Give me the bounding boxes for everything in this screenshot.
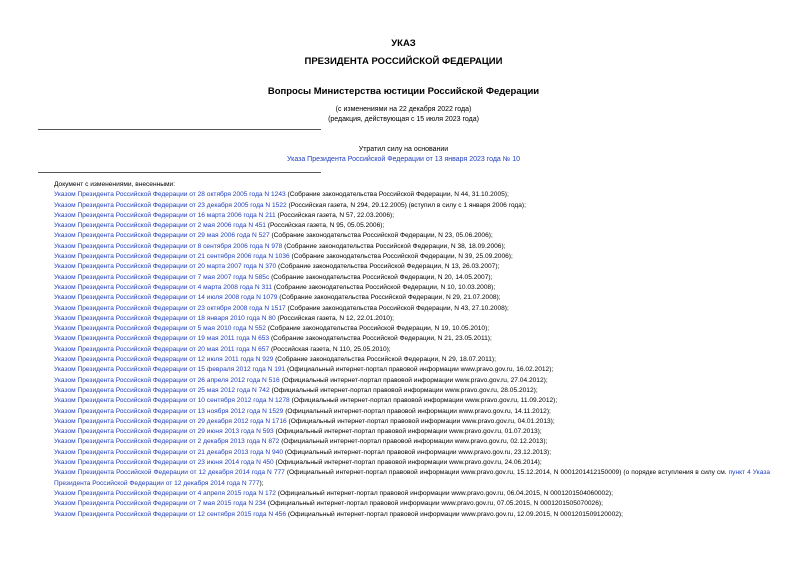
divider-top [38,129,321,130]
list-item [38,211,770,221]
list-item [38,273,770,283]
amendment-source: (Собрание законодательства Российской Федерации, N 21, 23.05.2011); [269,335,492,343]
amendment-source: (Официальный интернет-портал правовой информации www.pravo.gov.ru, 28.05.2012); [269,386,538,394]
list-item [38,314,770,324]
amendment-source: (Собрание законодательства Российской Федерации, N 44, 31.10.2005); [285,191,509,199]
amendment-link[interactable]: Указом Президента Российской Федерации от 12 июля 2011 года N 929 [54,356,274,364]
amendment-link[interactable]: Указом Президента Российской Федерации от 21 сентября 2006 года N 1036 [54,253,290,261]
list-item [38,510,770,520]
list-item [38,262,770,272]
doc-type-heading: УКАЗ [391,38,416,49]
amendment-source: (Собрание законодательства Российской Федерации, N 29, 21.07.2008); [277,294,501,302]
list-item [38,489,770,499]
list-item [38,334,770,344]
amendment-source: (Официальный интернет-портал правовой информации www.pravo.gov.ru, 23.12.2013); [283,448,552,456]
amendment-link[interactable]: Указом Президента Российской Федерации от 10 сентября 2012 года N 1278 [54,397,290,405]
document-title: Вопросы Министерства юстиции Российской Федерации [267,86,540,97]
amendment-source: (Официальный интернет-портал правовой информации www.pravo.gov.ru, 01.07.2013); [273,428,542,436]
edition-note-1: (с изменениями на 22 декабря 2022 года) [335,106,472,113]
amendment-source: (Официальный интернет-портал правовой информации www.pravo.gov.ru, 15.12.2014, N 0001201412150009) (о порядке вступления в силу см. [284,469,729,477]
list-item [38,365,770,375]
amendment-link[interactable]: Указом Президента Российской Федерации от 8 сентября 2006 года N 978 [54,242,283,250]
amendment-link[interactable]: Указом Президента Российской Федерации от 23 октября 2008 года N 1517 [54,304,286,312]
amendment-source: (Собрание законодательства Российской Федерации, N 39, 25.09.2006); [289,253,513,261]
amendment-link[interactable]: Указом Президента Российской Федерации от 13 ноября 2012 года N 1529 [54,407,284,415]
amendments-list [38,180,770,520]
list-item [38,437,770,447]
amendment-link[interactable]: Указом Президента Российской Федерации от 16 марта 2006 года N 211 [54,211,276,219]
amendment-source: (Российская газета, N 110, 25.05.2010); [269,345,391,353]
amendment-source: (Собрание законодательства Российской Федерации, N 13, 26.03.2007); [276,263,500,271]
amendment-source: (Российская газета, N 95, 05.05.2006); [265,222,385,230]
amendment-link[interactable]: Указом Президента Российской Федерации от 23 декабря 2005 года N 1522 [54,201,287,209]
amendment-source: (Российская газета, N 57, 22.03.2006); [275,211,395,219]
amendment-link[interactable]: Указом Президента Российской Федерации от 26 апреля 2012 года N 516 [54,376,280,384]
repeal-link[interactable]: Указа Президента Российской Федерации от 13 января 2023 года № 10 [286,156,521,163]
amendment-source: (Официальный интернет-портал правовой информации www.pravo.gov.ru, 16.02.2012); [285,366,554,374]
amendment-link[interactable]: Указом Президента Российской Федерации от 18 января 2010 года N 80 [54,314,276,322]
amendment-source: (Официальный интернет-портал правовой информации www.pravo.gov.ru, 11.09.2012); [289,397,558,405]
amendment-source: (Собрание законодательства Российской Федерации, N 29, 18.07.2011); [273,356,496,364]
amendment-source: (Собрание законодательства Российской Федерации, N 23, 05.06.2006); [269,232,493,240]
amendment-ref-link[interactable]: пункт 4 Указа Президента Российской Федерации от 12 декабря 2014 года N 777 [54,469,770,487]
amendment-source: (Собрание законодательства Российской Федерации, N 38, 18.09.2006); [282,242,506,250]
list-item [38,221,770,231]
repeal-note: Утратил силу на основании [358,146,449,153]
amendment-source: (Официальный интернет-портал правовой информации www.pravo.gov.ru, 24.06.2014); [273,459,542,467]
amendment-source: (Официальный интернет-портал правовой информации www.pravo.gov.ru, 12.09.2015, N 0001201509120002); [286,510,623,518]
amendment-link[interactable]: Указом Президента Российской Федерации от 20 марта 2007 года N 370 [54,263,277,271]
list-item [38,355,770,365]
list-item [38,324,770,334]
amendment-source: (Официальный интернет-портал правовой информации www.pravo.gov.ru, 07.05.2015, N 0001201505070026); [265,500,603,508]
list-item [38,376,770,386]
amendment-source: (Российская газета, N 294, 29.12.2005) (вступил в силу с 1 января 2006 года); [286,201,526,209]
amendment-link[interactable]: Указом Президента Российской Федерации от 29 мая 2006 года N 527 [54,232,270,240]
divider-bottom [38,172,321,173]
amendment-link[interactable]: Указом Президента Российской Федерации от 25 мая 2012 года N 742 [54,386,270,394]
list-item [38,458,770,468]
list-item [38,448,770,458]
amendment-source: (Собрание законодательства Российской Федерации, N 20, 14.05.2007); [269,273,493,281]
amendment-link[interactable]: Указом Президента Российской Федерации от 20 мая 2011 года N 657 [54,345,270,353]
amendment-link[interactable]: Указом Президента Российской Федерации от 7 мая 2015 года N 234 [54,500,266,508]
amendment-source: (Официальный интернет-портал правовой информации www.pravo.gov.ru, 14.11.2012); [283,407,551,415]
amendment-source: (Официальный интернет-портал правовой информации www.pravo.gov.ru, 02.12.2013); [279,438,548,446]
amendment-link[interactable]: Указом Президента Российской Федерации от 7 мая 2007 года N 585с [54,273,270,281]
list-item [38,231,770,241]
edition-note-2: (редакция, действующая с 15 июля 2023 года) [328,116,479,123]
amendment-link[interactable]: Указом Президента Российской Федерации от 5 мая 2010 года N 552 [54,325,266,333]
amendment-link[interactable]: Указом Президента Российской Федерации от 29 июня 2013 года N 593 [54,428,274,436]
list-item [38,345,770,355]
list-item [38,283,770,293]
list-item [38,386,770,396]
list-item [38,304,770,314]
amendment-link[interactable]: Указом Президента Российской Федерации от 12 сентября 2015 года N 456 [54,510,286,518]
list-item [38,293,770,303]
list-item [38,201,770,211]
amendment-link[interactable]: Указом Президента Российской Федерации от 29 декабря 2012 года N 1716 [54,417,287,425]
list-item [38,190,770,200]
amendment-source: (Российская газета, N 12, 22.01.2010); [275,314,394,322]
amendment-source: (Официальный интернет-портал правовой информации www.pravo.gov.ru, 06.04.2015, N 0001201504060002); [275,489,613,497]
amendment-source: (Официальный интернет-портал правовой информации www.pravo.gov.ru, 27.04.2012); [279,376,548,384]
amendment-source: (Собрание законодательства Российской Федерации, N 19, 10.05.2010); [265,325,490,333]
list-item [38,427,770,437]
amendment-link[interactable]: Указом Президента Российской Федерации от 15 февраля 2012 года N 191 [54,366,286,374]
amendment-source-tail: ); [259,479,264,487]
amendment-link[interactable]: Указом Президента Российской Федерации от 4 апреля 2015 года N 172 [54,489,276,497]
list-item [38,242,770,252]
list-item [38,499,770,509]
list-item [38,468,770,489]
amendment-link[interactable]: Указом Президента Российской Федерации от 23 июня 2014 года N 450 [54,459,274,467]
amendment-link[interactable]: Указом Президента Российской Федерации от 19 мая 2011 года N 653 [54,335,270,343]
amendments-intro: Документ с изменениями, внесенными: [54,181,176,188]
amendments-items [38,190,770,520]
issuer-heading: ПРЕЗИДЕНТА РОССИЙСКОЙ ФЕДЕРАЦИИ [304,56,503,67]
amendment-link[interactable]: Указом Президента Российской Федерации от 2 мая 2006 года N 451 [54,222,266,230]
list-item [38,417,770,427]
amendment-link[interactable]: Указом Президента Российской Федерации от 21 декабря 2013 года N 940 [54,448,284,456]
amendment-link[interactable]: Указом Президента Российской Федерации от 14 июля 2008 года N 1079 [54,294,278,302]
list-item [38,407,770,417]
amendment-source: (Официальный интернет-портал правовой информации www.pravo.gov.ru, 04.01.2013); [286,417,555,425]
amendment-source: (Собрание законодательства Российской Федерации, N 10, 10.03.2008); [272,283,496,291]
amendment-link[interactable]: Указом Президента Российской Федерации от 2 декабря 2013 года N 872 [54,438,280,446]
amendment-source: (Собрание законодательства Российской Федерации, N 43, 27.10.2008); [285,304,509,312]
list-item [38,252,770,262]
amendment-link[interactable]: Указом Президента Российской Федерации от 28 октября 2005 года N 1243 [54,191,286,199]
amendment-link[interactable]: Указом Президента Российской Федерации от 4 марта 2008 года N 311 [54,283,273,291]
amendment-link[interactable]: Указом Президента Российской Федерации от 12 декабря 2014 года N 777 [54,469,285,477]
list-item [38,396,770,406]
